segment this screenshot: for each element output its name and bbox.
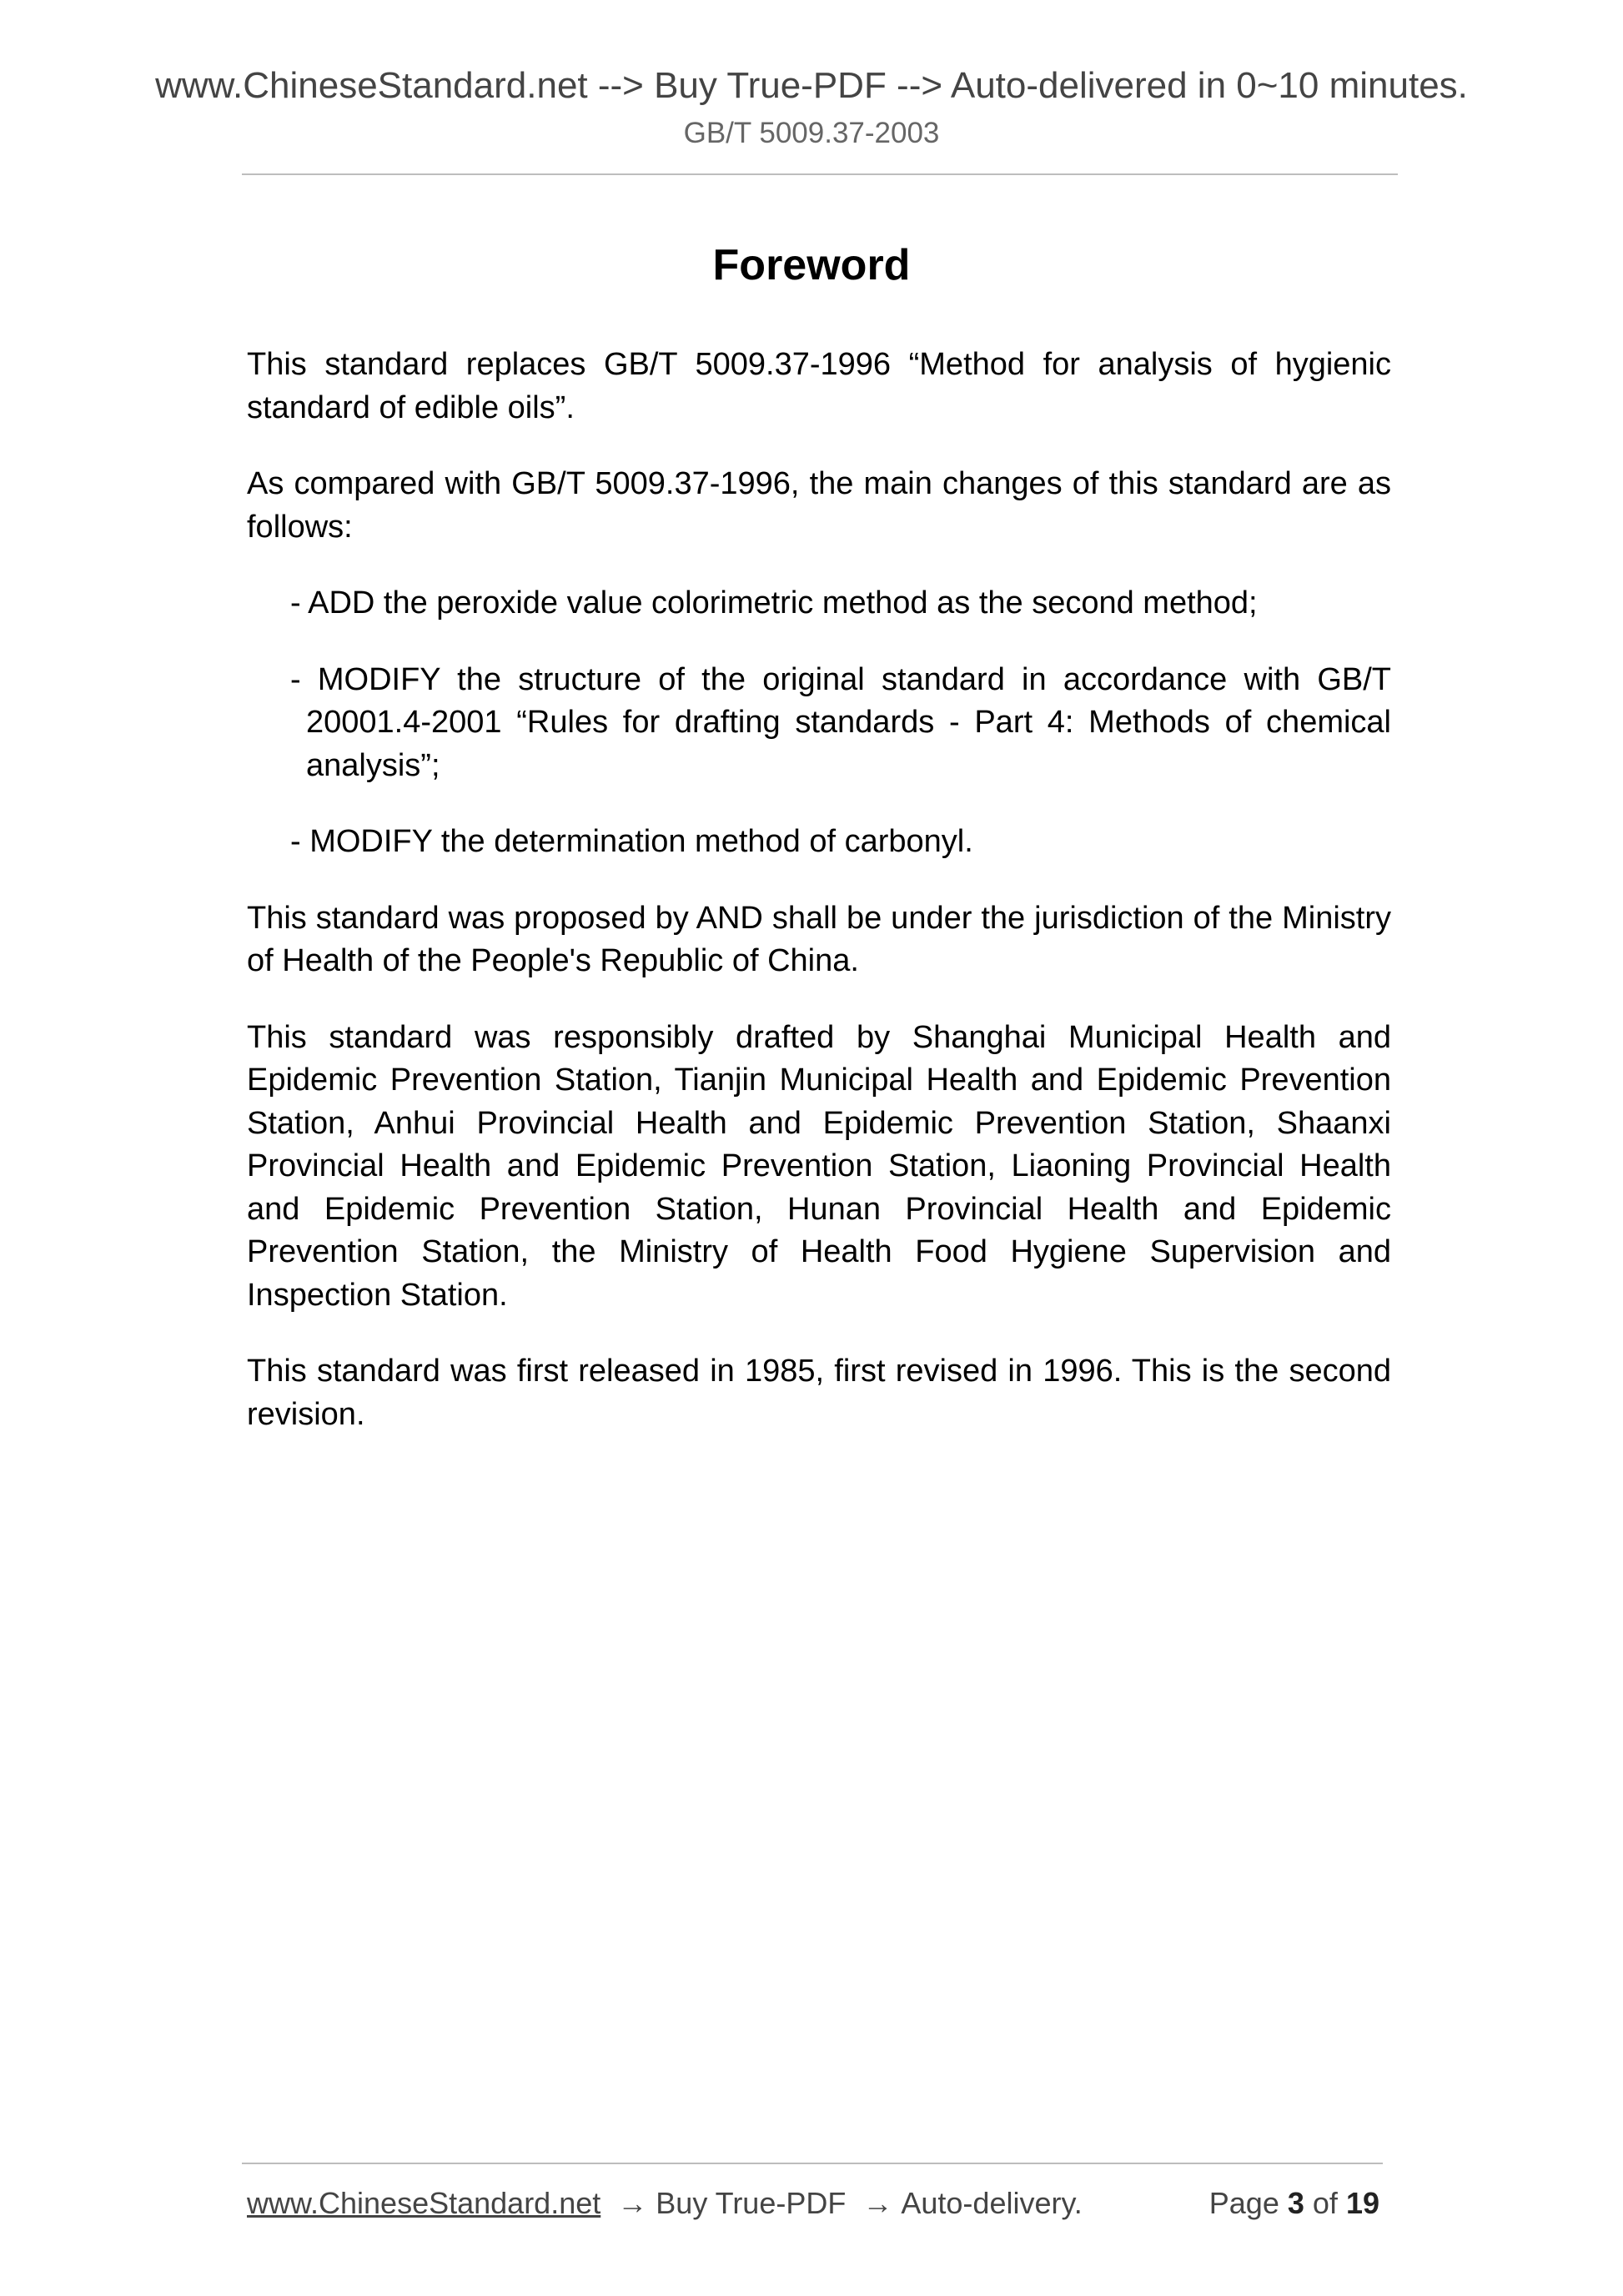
- paragraph-replaces: This standard replaces GB/T 5009.37-1996 “Method for analysis of hygienic standard of edible oils”.: [247, 347, 1391, 425]
- of-word: of: [1312, 2186, 1338, 2220]
- standard-code: GB/T 5009.37-2003: [683, 117, 940, 149]
- footer-links: [247, 2186, 1083, 2221]
- page-number: 3: [1287, 2186, 1304, 2220]
- footer-site-link[interactable]: www.ChineseStandard.net: [247, 2186, 601, 2220]
- change-item-structure: - MODIFY the structure of the original standard in accordance with GB/T 20001.4-2001 “Rules for drafting standards - Part 4: Methods of chemical analysis”;: [290, 661, 1391, 783]
- foreword-body: [247, 344, 1391, 1470]
- footer-divider: [242, 2163, 1383, 2164]
- page-title: Foreword: [712, 241, 911, 289]
- paragraph-release-history: This standard was first released in 1985, first revised in 1996. This is the second revision.: [247, 1354, 1391, 1432]
- change-item-carbonyl: - MODIFY the determination method of carbonyl.: [290, 824, 973, 859]
- header-banner: www.ChineseStandard.net --> Buy True-PDF --> Auto-delivered in 0~10 minutes.: [155, 65, 1468, 106]
- right-arrow-icon: →: [609, 2186, 656, 2220]
- page-indicator: [1209, 2186, 1379, 2221]
- paragraph-proposed-by: This standard was proposed by AND shall be under the jurisdiction of the Ministry of Health of the People's Republic of China.: [247, 900, 1391, 978]
- page-word: Page: [1208, 2186, 1279, 2220]
- change-item-add: - ADD the peroxide value colorimetric method as the second method;: [290, 585, 1258, 620]
- paragraph-drafted-by: This standard was responsibly drafted by Shanghai Municipal Health and Epidemic Prevention Station, Tianjin Municipal Health and Epidemic Prevention Station, Anhui Provincial Health and Epidemic Prevention Station, Shaanxi Provincial Health and Epidemic Prevention Station, Liaoning Provincial Health and Epidemic Prevention Station, Hunan Provincial Health and Epidemic Prevention Station, the Ministry of Health Food Hygiene Supervision and Inspection Station.: [247, 1019, 1391, 1313]
- footer-delivery-text: Auto-delivery.: [901, 2186, 1083, 2220]
- footer-buy-text: Buy True-PDF: [656, 2186, 847, 2220]
- total-pages: 19: [1345, 2186, 1379, 2220]
- right-arrow-icon: →: [854, 2186, 902, 2220]
- header-divider: [242, 173, 1398, 175]
- paragraph-changes-intro: As compared with GB/T 5009.37-1996, the main changes of this standard are as follows:: [247, 466, 1391, 545]
